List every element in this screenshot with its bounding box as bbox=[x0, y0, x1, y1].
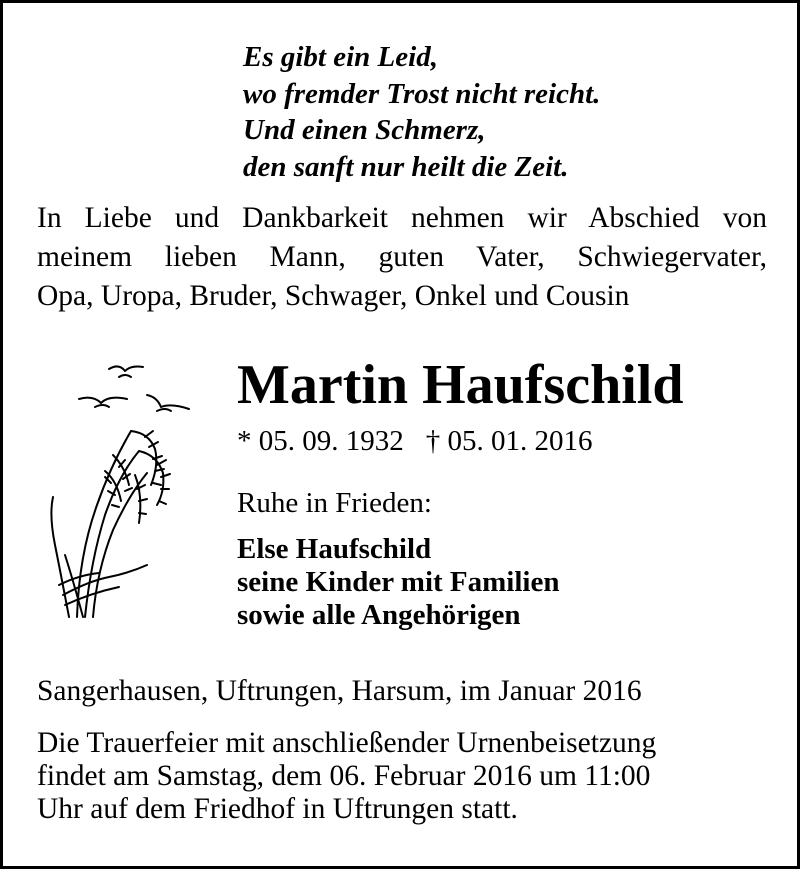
poem-line: Es gibt ein Leid, bbox=[243, 41, 438, 73]
intro-line: In Liebe und Dankbarkeit nehmen wir Abschied von bbox=[37, 202, 767, 234]
intro-line: Opa, Uropa, Bruder, Schwager, Onkel und Cousin bbox=[37, 280, 630, 312]
mourners bbox=[237, 533, 559, 632]
poem-line: wo fremder Trost nicht reicht. bbox=[243, 77, 601, 110]
service-line: findet am Samstag, dem 06. Februar 2016 um 11:00 bbox=[37, 760, 651, 792]
birth-date: * 05. 09. 1932 bbox=[237, 425, 404, 457]
intro-text bbox=[37, 199, 767, 316]
mourner-line: Else Haufschild bbox=[237, 533, 432, 565]
intro-line: meinem lieben Mann, guten Vater, Schwiegervater, bbox=[37, 241, 767, 273]
poem-line: Und einen Schmerz, bbox=[243, 114, 486, 146]
reed-and-birds-icon bbox=[39, 355, 209, 630]
mourner-line: seine Kinder mit Familien bbox=[237, 566, 560, 598]
deceased-name: Martin Haufschild bbox=[237, 354, 684, 416]
rip-label: Ruhe in Frieden: bbox=[237, 487, 432, 519]
service-line: Die Trauerfeier mit anschließender Urnenbeisetzung bbox=[37, 727, 657, 759]
life-dates bbox=[237, 423, 593, 459]
poem bbox=[243, 39, 600, 185]
mourner-line: sowie alle Angehörigen bbox=[237, 599, 521, 631]
service-line: Uhr auf dem Friedhof in Uftrungen statt. bbox=[37, 793, 518, 825]
place-and-date: Sangerhausen, Uftrungen, Harsum, im Januar 2016 bbox=[37, 675, 642, 707]
funeral-service-info bbox=[37, 727, 656, 826]
poem-line: den sanft nur heilt die Zeit. bbox=[243, 150, 569, 183]
death-date: † 05. 01. 2016 bbox=[425, 425, 593, 457]
